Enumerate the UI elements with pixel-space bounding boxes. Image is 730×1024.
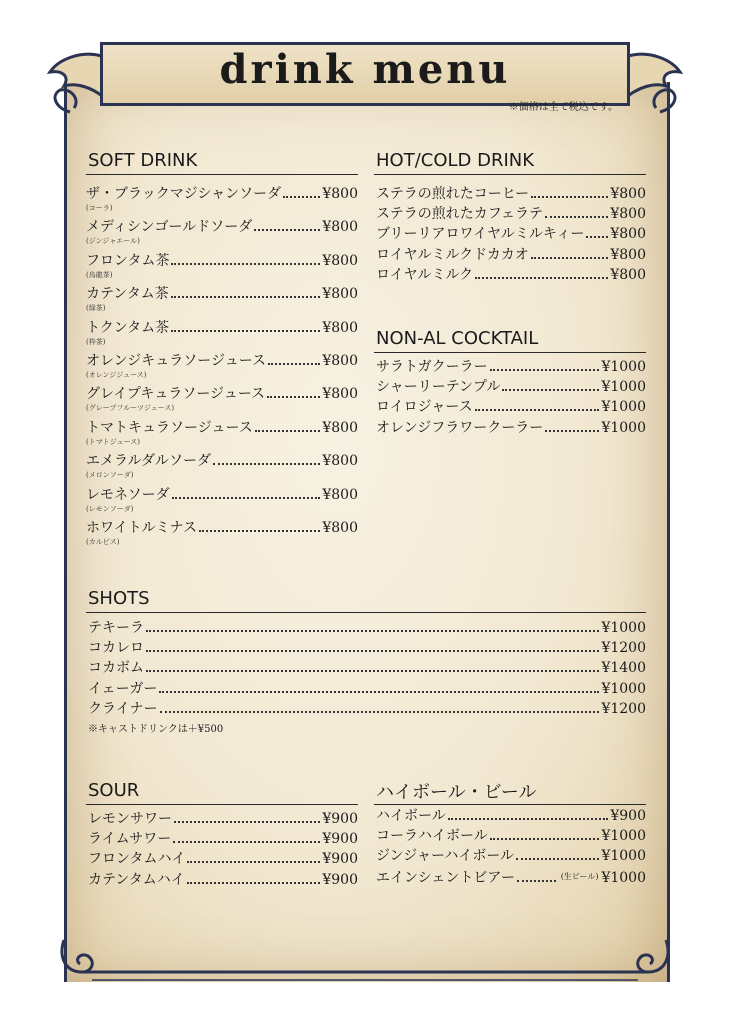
menu-item-price: ¥1000: [601, 680, 646, 697]
menu-item: [376, 226, 646, 242]
menu-item: [86, 320, 358, 336]
menu-item-name: サラトガクーラー: [376, 359, 488, 375]
dot-leader: [171, 296, 321, 298]
menu-item: [86, 219, 358, 235]
dot-leader: [173, 841, 320, 843]
menu-item-subtitle: (トマトジュース): [86, 437, 140, 446]
menu-item-price: ¥800: [322, 252, 358, 269]
menu-item-price: ¥900: [322, 831, 358, 848]
menu-item-price: ¥1400: [601, 660, 646, 677]
menu-item-name: フロンタム茶: [86, 252, 170, 269]
dot-leader: [502, 389, 599, 391]
menu-item-subtitle: (緑茶): [86, 304, 106, 313]
menu-item-name: レモネソーダ: [86, 486, 170, 503]
menu-item-name: カテンタムハイ: [88, 871, 185, 888]
dot-leader: [517, 880, 556, 882]
dot-leader: [187, 882, 321, 884]
menu-item: [88, 640, 646, 656]
menu-item-price: ¥800: [322, 453, 358, 470]
menu-item-name: オレンジキュラソージュース: [86, 353, 267, 369]
menu-item: [88, 701, 646, 717]
section-title-sour: SOUR: [88, 780, 140, 801]
menu-item: [88, 872, 358, 888]
section-title-shots: SHOTS: [88, 588, 150, 609]
dot-leader: [268, 363, 320, 365]
menu-item-price: ¥1200: [601, 640, 646, 657]
menu-item-name: シャーリーテンプル: [376, 379, 501, 396]
dot-leader: [159, 691, 599, 693]
dot-leader: [516, 858, 599, 860]
dot-leader: [254, 229, 320, 231]
dot-leader: [172, 497, 321, 499]
menu-item-price: ¥1000: [601, 848, 646, 865]
menu-item-price: ¥800: [610, 206, 646, 223]
section-rule: [374, 804, 646, 805]
dot-leader: [283, 196, 320, 198]
dot-leader: [267, 396, 320, 398]
menu-item-name: ホワイトルミナス: [86, 520, 198, 536]
dot-leader: [490, 369, 600, 371]
dot-leader: [448, 818, 609, 820]
menu-item: [88, 620, 646, 636]
menu-item: [86, 520, 358, 536]
menu-item-price: ¥800: [322, 186, 358, 202]
menu-item-price: ¥1000: [601, 620, 646, 636]
menu-item-name: フロンタムハイ: [88, 851, 186, 868]
dot-leader: [146, 670, 599, 672]
menu-item-subtitle: (カルピス): [86, 538, 120, 546]
dot-leader: [160, 711, 600, 713]
menu-item: [376, 399, 646, 415]
dot-leader: [545, 430, 599, 432]
dot-leader: [146, 630, 599, 632]
menu-item-subtitle: (ジンジャエール): [86, 237, 140, 246]
menu-item-price: ¥800: [610, 266, 646, 283]
menu-item: [376, 359, 646, 375]
dot-leader: [171, 330, 320, 332]
dot-leader: [174, 821, 320, 823]
page-title: drink menu: [219, 46, 511, 93]
menu-item-price: ¥900: [610, 808, 646, 824]
menu-item-subtitle: (枠茶): [86, 337, 106, 346]
section-title-non-al: NON-AL COCKTAIL: [376, 328, 539, 349]
menu-item-price: ¥1000: [601, 419, 646, 436]
menu-item-price: ¥1000: [601, 359, 646, 375]
menu-item-name: イェーガー: [88, 680, 158, 697]
menu-item: [376, 808, 646, 824]
menu-item-name: コカボム: [88, 660, 144, 677]
menu-item-name: ライムサワー: [88, 831, 172, 848]
menu-item-name: コーラハイボール: [376, 828, 488, 845]
menu-item: [86, 453, 358, 469]
dot-leader: [213, 463, 320, 465]
menu-item: [376, 379, 646, 395]
menu-item: [376, 186, 646, 202]
menu-item: [376, 267, 646, 283]
menu-item-price: ¥1000: [601, 399, 646, 416]
menu-item: [376, 420, 646, 436]
menu-item-price: ¥800: [610, 226, 646, 243]
menu-item: [88, 660, 646, 676]
menu-item-name: トクンタム茶: [86, 319, 170, 336]
menu-item-price: ¥800: [322, 419, 358, 436]
menu-item: [86, 353, 358, 369]
section-rule: [86, 804, 358, 805]
dot-leader: [171, 263, 320, 265]
menu-item-price: ¥800: [322, 386, 358, 403]
menu-item-subtitle: (レモンソーダ): [86, 504, 134, 513]
menu-item-name: ジンジャーハイボール: [376, 848, 515, 865]
menu-item: [86, 253, 358, 269]
menu-item-price: ¥900: [322, 871, 358, 888]
dot-leader: [199, 530, 320, 532]
cast-drink-note: ※キャストドリンクは＋¥500: [88, 724, 224, 735]
dot-leader: [531, 196, 608, 198]
dot-leader: [586, 236, 608, 238]
menu-item-price: ¥900: [322, 851, 358, 868]
menu-item-price: ¥800: [322, 486, 358, 503]
menu-item-name: ハイボール: [376, 808, 446, 824]
menu-item: [376, 828, 646, 844]
dot-leader: [146, 650, 599, 652]
dot-leader: [531, 257, 609, 259]
menu-item-price: ¥900: [322, 811, 358, 827]
menu-item: [88, 811, 358, 827]
menu-item-name: コカレロ: [88, 640, 144, 657]
menu-item-price: ¥1000: [601, 379, 646, 396]
menu-item-price: ¥800: [322, 353, 358, 369]
menu-item-price: ¥800: [322, 520, 358, 536]
menu-item-name: メディシンゴールドソーダ: [86, 219, 253, 236]
menu-item: [376, 206, 646, 222]
menu-item: [376, 869, 646, 886]
tax-note: ※価格は全て税込です。: [508, 102, 618, 113]
section-rule: [374, 174, 646, 175]
dot-leader: [490, 838, 600, 840]
menu-item: [86, 487, 358, 503]
menu-item-price: ¥800: [322, 219, 358, 236]
menu-item: [86, 186, 358, 202]
menu-item-subtitle: (烏龍茶): [86, 270, 113, 279]
menu-item-price: ¥1000: [601, 828, 646, 845]
menu-item-subtitle: (グレープフルーツジュース): [86, 404, 175, 413]
menu-item-price: ¥800: [610, 246, 646, 263]
menu-item-name: ロイヤルミルクドカカオ: [376, 246, 529, 263]
menu-item: [88, 831, 358, 847]
dot-leader: [475, 277, 608, 279]
menu-item-name: ステラの煎れたカフェラテ: [376, 206, 544, 223]
dot-leader: [255, 430, 321, 432]
menu-item-price: ¥1000: [601, 869, 646, 886]
section-title-soft-drink: SOFT DRINK: [88, 150, 198, 171]
menu-item-note: (生ビール): [560, 871, 599, 881]
menu-item-name: トマトキュラソージュース: [86, 419, 253, 436]
section-rule: [86, 174, 358, 175]
menu-item-name: クライナー: [88, 700, 158, 717]
menu-item: [86, 286, 358, 302]
section-rule: [374, 352, 646, 353]
menu-item-name: ザ・ブラックマジシャンソーダ: [86, 186, 282, 202]
section-title-hot-cold: HOT/COLD DRINK: [376, 150, 535, 171]
menu-item: [376, 247, 646, 263]
menu-item: [88, 681, 646, 697]
menu-item-name: カテンタム茶: [86, 286, 169, 303]
menu-item: [86, 386, 358, 402]
menu-item-subtitle: (オレンジジュース): [86, 371, 147, 379]
menu-item-name: グレイプキュラソージュース: [86, 386, 266, 403]
menu-item: [86, 420, 358, 436]
menu-item: [88, 851, 358, 867]
menu-item-name: エインシェントビアー: [376, 869, 515, 886]
menu-item-name: ブリーリアロワイヤルミルキィー: [376, 226, 585, 243]
dot-leader: [545, 216, 608, 218]
menu-item-price: ¥800: [322, 286, 358, 303]
menu-item-name: ロイロジャース: [376, 399, 473, 416]
menu-item-name: ステラの煎れたコーヒー: [376, 186, 530, 202]
menu-item-price: ¥800: [322, 319, 358, 336]
menu-item-subtitle: (メロンソーダ): [86, 471, 134, 480]
section-rule: [86, 612, 646, 613]
dot-leader: [187, 861, 320, 863]
menu-item-name: オレンジフラワークーラー: [376, 419, 544, 436]
menu-item-name: エメラルダルソーダ: [86, 453, 212, 470]
menu-item-price: ¥1200: [601, 700, 646, 717]
menu-item-price: ¥800: [610, 186, 646, 202]
menu-item-name: レモンサワー: [88, 811, 172, 827]
menu-item-name: ロイヤルミルク: [376, 266, 474, 283]
menu-item: [376, 848, 646, 864]
menu-item-subtitle: (コーラ): [86, 204, 113, 212]
menu-item-name: テキーラ: [88, 620, 144, 636]
section-title-highball: ハイボール・ビール: [376, 782, 537, 803]
dot-leader: [475, 409, 600, 411]
